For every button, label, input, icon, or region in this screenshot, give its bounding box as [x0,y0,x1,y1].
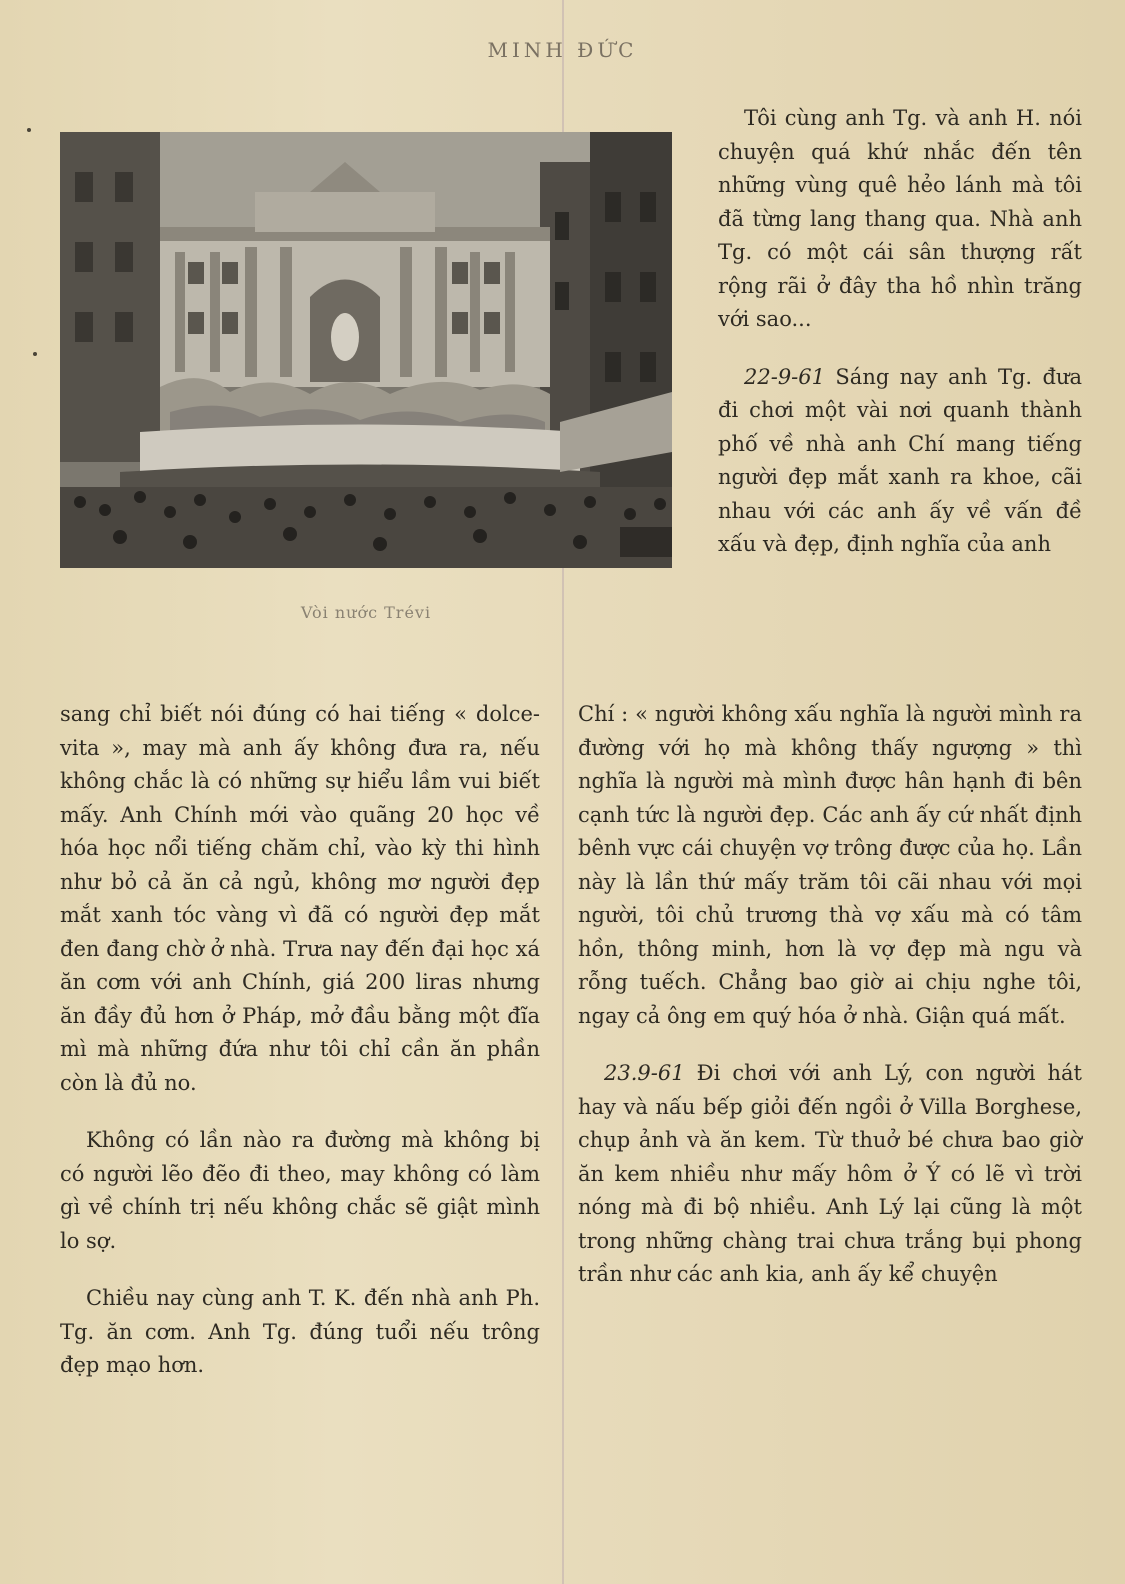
photo-illustration [60,132,672,568]
entry-text: Đi chơi với anh Lý, con người hát hay và nấu bếp giỏi đến ngồi ở Villa Borghese, chụp ảnh và ăn kem. Từ thuở bé chưa bao giờ ăn kem nhiều như mấy hôm ở Ý có lẽ vì trời nóng mà đi bộ nhiều. Anh Lý lại cũng là một trong những chàng trai chưa trắng bụi phong trần như các anh kia, anh ấy kể chuyện [578,1061,1082,1286]
paragraph: Không có lần nào ra đường mà không bị có người lẽo đẽo đi theo, may không có làm gì về chính trị nếu không chắc sẽ giật mình lo sợ. [60,1128,540,1253]
running-header: MINH ĐỨC [487,38,638,62]
paragraph: Tôi cùng anh Tg. và anh H. nói chuyện quá khứ nhắc đến tên những vùng quê hẻo lánh mà tôi đã từng lang thang qua. Nhà anh Tg. có một cái sân thượng rất rộng rãi ở đây tha hồ nhìn trăng với sao... [718,106,1082,331]
paragraph-dated [718,361,1082,562]
paragraph: sang chỉ biết nói đúng có hai tiếng « dolce-vita », may mà anh ấy không đưa ra, nếu không chắc là có những sự hiểu lầm vui biết mấy. Anh Chính mới vào quãng 20 học về hóa học nổi tiếng chăm chỉ, vào kỳ thi hình như bỏ cả ăn cả ngủ, không mơ người đẹp mắt xanh tóc vàng vì đã có người đẹp mắt đen đang chờ ở nhà. Trưa nay đến đại học xá ăn cơm với anh Chính, giá 200 liras nhưng ăn đầy đủ hơn ở Pháp, mở đầu bằng một đĩa mì mà những đứa như tôi chỉ cần ăn phần còn là đủ no. [60,702,540,1095]
entry-text: Sáng nay anh Tg. đưa đi chơi một vài nơi quanh thành phố về nhà anh Chí mang tiếng người đẹp mắt xanh ra khoe, cãi nhau với các anh ấy về vấn đề xấu và đẹp, định nghĩa của anh [718,364,1082,556]
paragraph-dated [578,1057,1082,1292]
left-column [60,698,540,1383]
entry-date: 23.9-61 [604,1061,685,1085]
paragraph: Chí : « người không xấu nghĩa là người mình ra đường với họ mà không thấy ngượng » thì nghĩa là người mà mình được hân hạnh đi bên cạnh tức là người đẹp. Các anh ấy cứ nhất định bênh vực cái chuyện vợ trông được của họ. Lần này là lần thứ mấy trăm tôi cãi nhau với mọi người, tôi chủ trương thà vợ xấu mà có tâm hồn, thông minh, hơn là vợ đẹp mà ngu và rỗng tuếch. Chẳng bao giờ ai chịu nghe tôi, ngay cả ông em quý hóa ở nhà. Giận quá mất. [578,702,1082,1028]
entry-date: 22-9-61 [744,364,825,389]
right-column-top [718,102,1082,562]
margin-dot [33,352,37,356]
photo-caption: Vòi nước Trévi [300,603,432,622]
right-column-bottom [578,698,1082,1292]
trevi-fountain-photo [60,132,672,568]
margin-dot [27,128,31,132]
paragraph: Chiều nay cùng anh T. K. đến nhà anh Ph. Tg. ăn cơm. Anh Tg. đúng tuổi nếu trông đẹp mạo hơn. [60,1286,540,1377]
